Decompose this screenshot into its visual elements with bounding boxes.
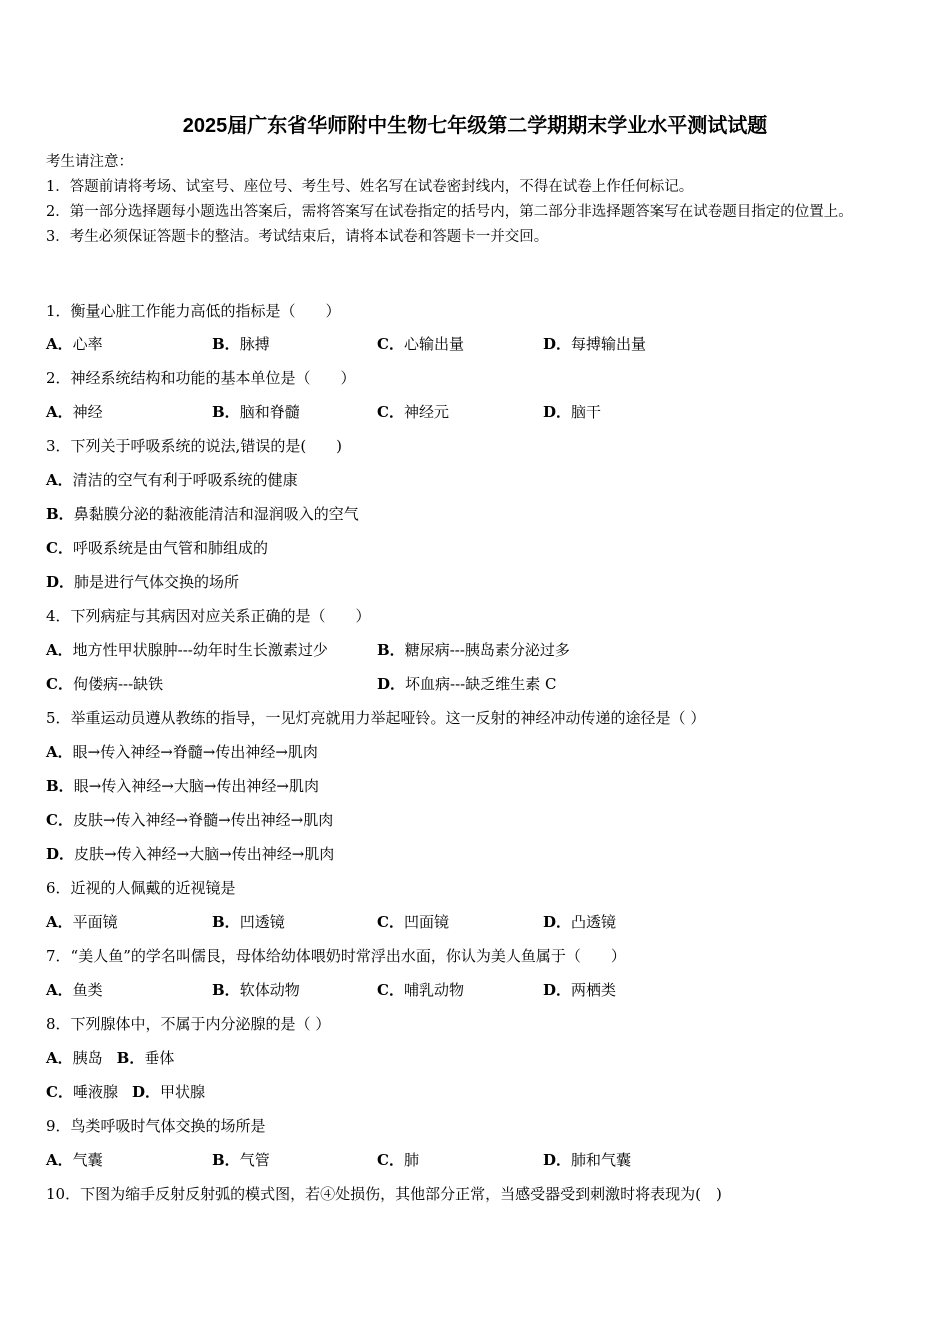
- option-row: [46, 1149, 916, 1171]
- option-row: [46, 639, 916, 661]
- option-a: A．神经: [46, 403, 103, 421]
- question-stem: 1．衡量心脏工作能力高低的指标是（ ）: [46, 302, 341, 320]
- notice-item: 1．答题前请将考场、试室号、座位号、考生号、姓名写在试卷密封线内，不得在试卷上作任何标记。: [46, 179, 694, 195]
- notice-heading: 考生请注意：: [46, 154, 133, 170]
- option-row: [46, 979, 916, 1001]
- question-stem: 2．神经系统结构和功能的基本单位是（ ）: [46, 369, 356, 387]
- question-stem: 6．近视的人佩戴的近视镜是: [46, 879, 236, 897]
- option-a: A．地方性甲状腺肿---幼年时生长激素过少: [46, 641, 328, 659]
- page-title: 2025届广东省华师附中生物七年级第二学期期末学业水平测试试题: [182, 115, 768, 137]
- question-stem: 8．下列腺体中，不属于内分泌腺的是（ ）: [46, 1015, 331, 1033]
- option-b: B．垂体: [116, 1049, 175, 1067]
- option-a: A．胰岛: [46, 1049, 103, 1067]
- option-d: D．坏血病---缺乏维生素 C: [377, 675, 557, 693]
- option-a: A．气囊: [46, 1151, 103, 1169]
- option-row: [46, 1047, 916, 1069]
- option-a: A．鱼类: [46, 981, 103, 999]
- question-stem: 7．“美人鱼”的学名叫儒艮，母体给幼体喂奶时常浮出水面，你认为美人鱼属于（ ）: [46, 947, 626, 965]
- option-c: C．肺: [377, 1151, 419, 1169]
- option-d: D．凸透镜: [543, 913, 617, 931]
- option-c: C．神经元: [377, 403, 449, 421]
- question-stem: 9．鸟类呼吸时气体交换的场所是: [46, 1117, 266, 1135]
- option-a: A．平面镜: [46, 913, 118, 931]
- option-b: B．脑和脊髓: [212, 403, 300, 421]
- question-stem: 10．下图为缩手反射反射弧的模式图，若④处损伤，其他部分正常，当感受器受到刺激时将表现为( ): [46, 1185, 722, 1203]
- option-b: B．软体动物: [212, 981, 300, 999]
- option-d: D．皮肤→传入神经→大脑→传出神经→肌肉: [46, 845, 335, 863]
- option-b: B．眼→传入神经→大脑→传出神经→肌肉: [46, 777, 319, 795]
- option-b: B．鼻黏膜分泌的黏液能清洁和湿润吸入的空气: [46, 505, 359, 523]
- option-c: C．佝偻病---缺铁: [46, 675, 164, 693]
- option-c: C．哺乳动物: [377, 981, 464, 999]
- option-row: [46, 401, 916, 423]
- option-d: D．肺是进行气体交换的场所: [46, 573, 240, 591]
- option-d: D．肺和气囊: [543, 1151, 632, 1169]
- option-a: A．心率: [46, 335, 103, 353]
- question-stem: 3．下列关于呼吸系统的说法,错误的是( ): [46, 437, 343, 455]
- option-c: C．凹面镜: [377, 913, 449, 931]
- notice-item: 2．第一部分选择题每小题选出答案后，需将答案写在试卷指定的括号内，第二部分非选择题答案写在试卷题目指定的位置上。: [46, 204, 853, 220]
- option-b: B．凹透镜: [212, 913, 285, 931]
- option-c: C．呼吸系统是由气管和肺组成的: [46, 539, 268, 557]
- option-row: [46, 333, 916, 355]
- option-a: A．清洁的空气有利于呼吸系统的健康: [46, 471, 298, 489]
- option-b: B．糖尿病---胰岛素分泌过多: [377, 641, 570, 659]
- notice-block: [46, 150, 906, 250]
- question-stem: 5．举重运动员遵从教练的指导，一见灯亮就用力举起哑铃。这一反射的神经冲动传递的途径是（ ）: [46, 709, 706, 727]
- option-d: D．甲状腺: [131, 1083, 205, 1101]
- option-d: D．脑干: [543, 403, 602, 421]
- option-b: B．气管: [212, 1151, 270, 1169]
- question-stem: 4．下列病症与其病因对应关系正确的是（ ）: [46, 607, 371, 625]
- option-b: B．脉搏: [212, 335, 270, 353]
- option-d: D．每搏输出量: [543, 335, 647, 353]
- notice-item: 3．考生必须保证答题卡的整洁。考试结束后，请将本试卷和答题卡一并交回。: [46, 229, 549, 245]
- option-c: C．唾液腺: [46, 1083, 118, 1101]
- option-c: C．皮肤→传入神经→脊髓→传出神经→肌肉: [46, 811, 334, 829]
- option-row: [46, 673, 916, 695]
- option-c: C．心输出量: [377, 335, 464, 353]
- option-row: [46, 1081, 916, 1103]
- option-a: A．眼→传入神经→脊髓→传出神经→肌肉: [46, 743, 318, 761]
- option-d: D．两栖类: [543, 981, 617, 999]
- option-row: [46, 911, 916, 933]
